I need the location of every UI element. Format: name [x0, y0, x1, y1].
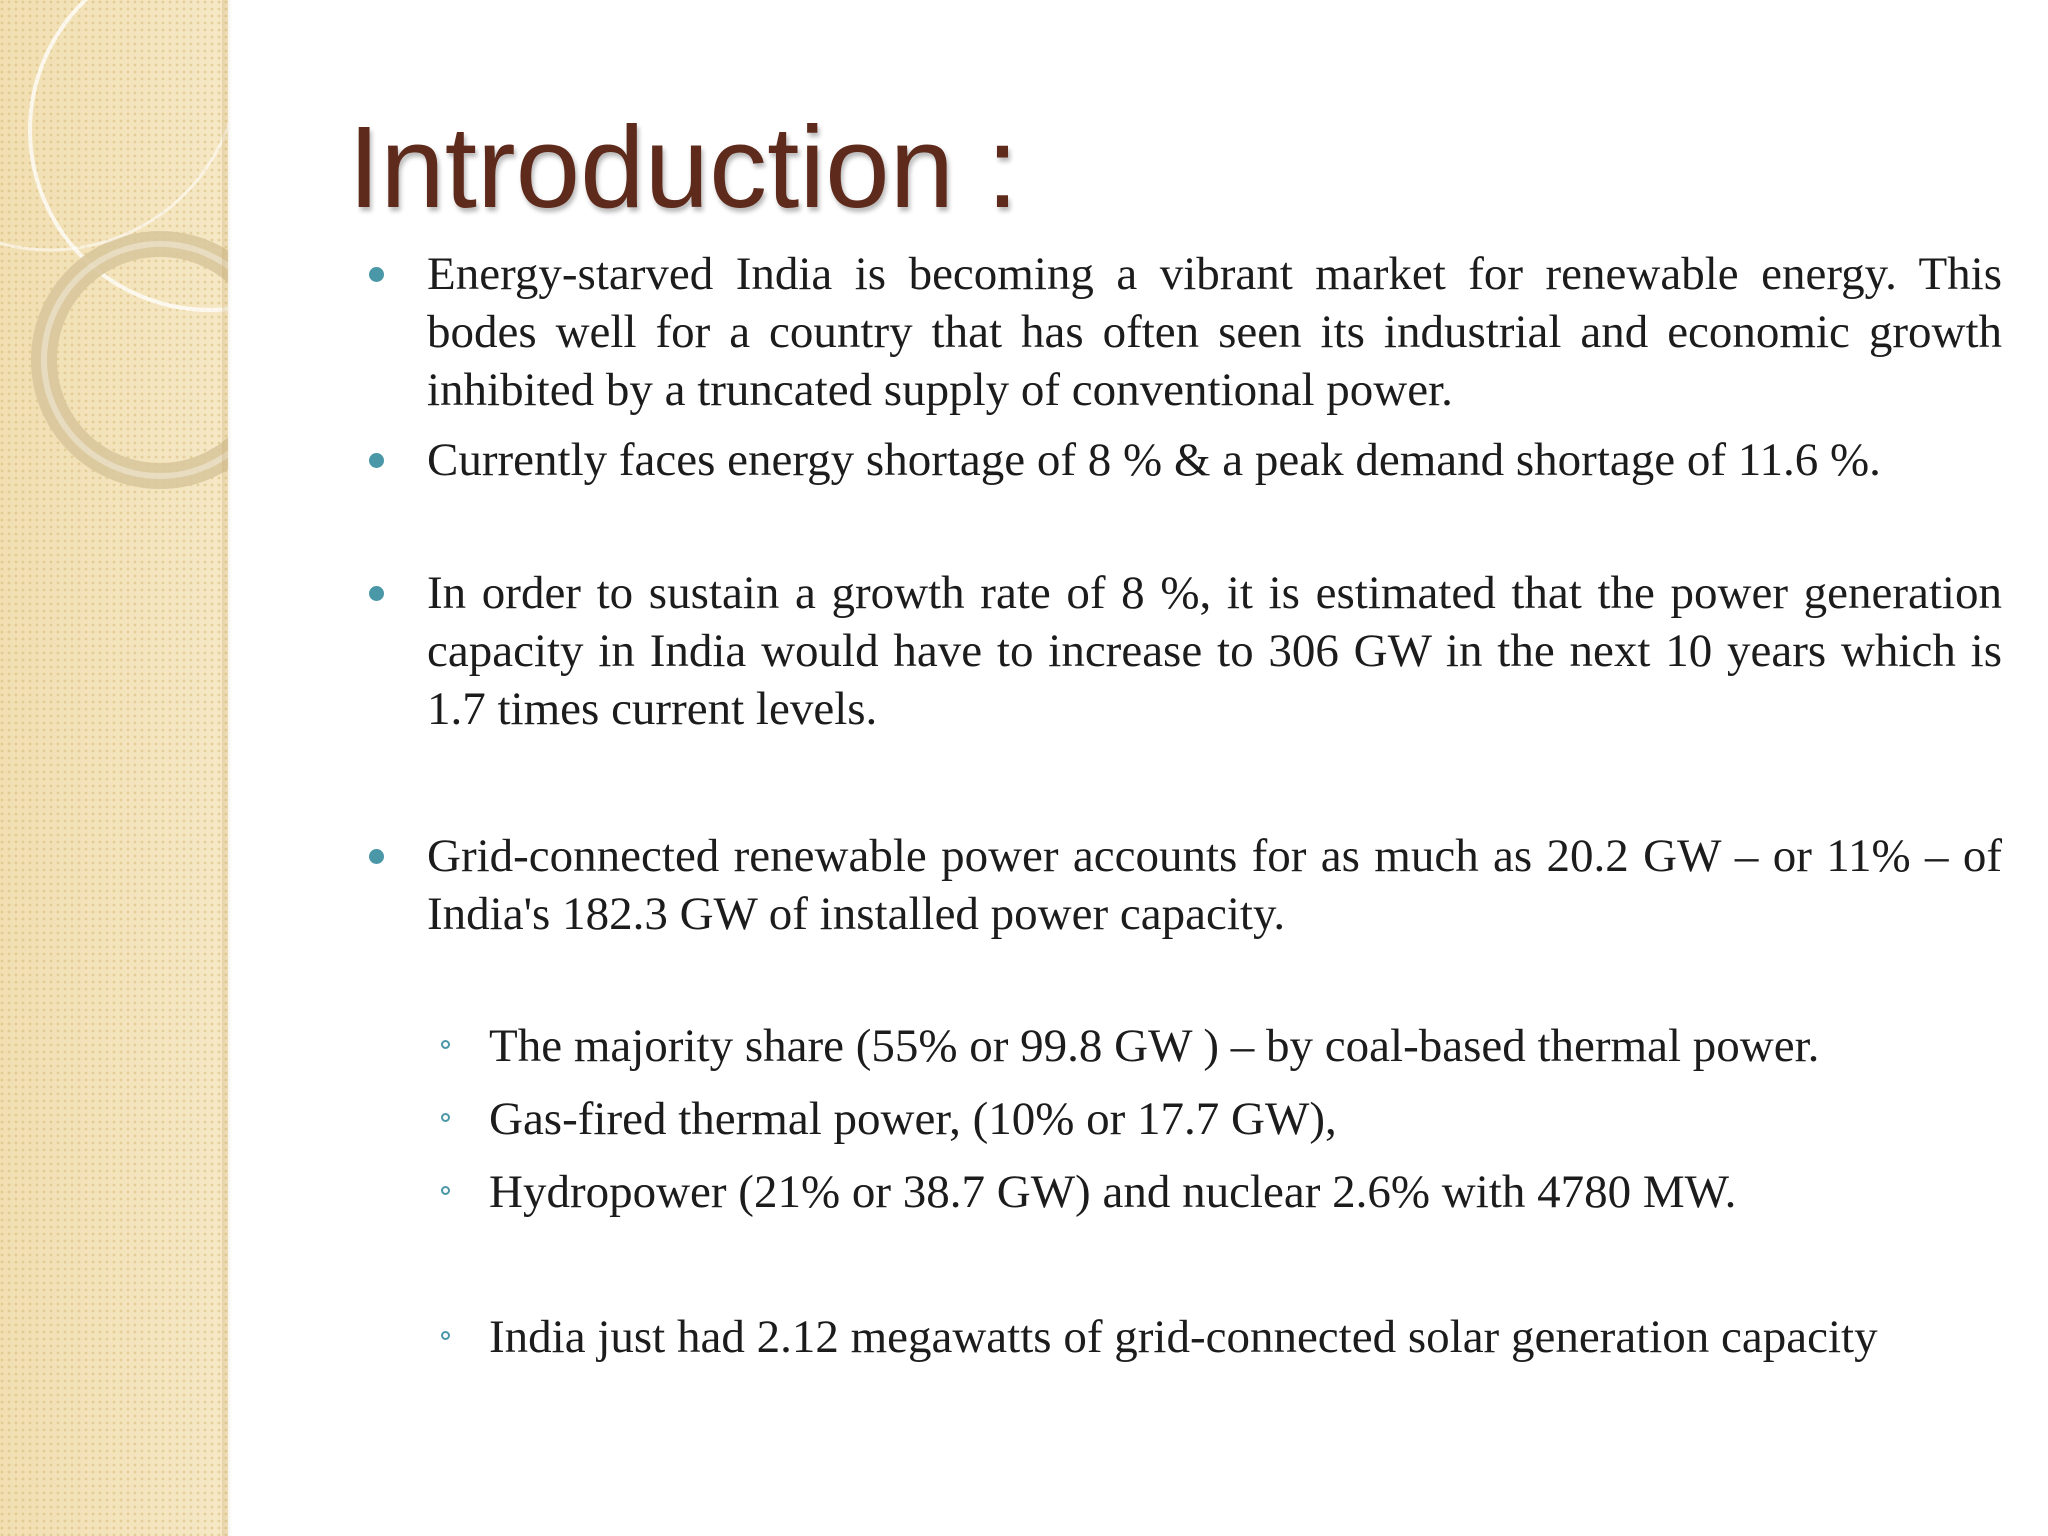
- bullet-text: Currently faces energy shortage of 8 % & a peak demand shortage of 11.6 %.: [427, 434, 1881, 486]
- bullet-dot-icon: [369, 586, 384, 601]
- sub-bullet-ring-icon: [441, 1113, 450, 1122]
- list-item: [427, 564, 2002, 738]
- bullet-text: Energy-starved India is becoming a vibrant market for renewable energy. This bodes well for a country that has often seen its industrial and economic growth inhibited by a truncated supply of conventional power.: [427, 248, 2002, 416]
- sub-bullet-text: The majority share (55% or 99.8 GW ) – by coal-based thermal power.: [489, 1020, 1820, 1072]
- slide-title: Introduction :: [348, 102, 1019, 232]
- sub-bullet-ring-icon: [441, 1331, 450, 1340]
- list-item: [427, 431, 2002, 489]
- bullet-dot-icon: [369, 453, 384, 468]
- bullet-text: Grid-connected renewable power accounts for as much as 20.2 GW – or 11% – of India's 182.3 GW of installed power capacity.: [427, 830, 2002, 940]
- list-item: [427, 827, 2002, 943]
- sub-bullet-ring-icon: [441, 1186, 450, 1195]
- list-item: [427, 245, 2002, 419]
- sub-bullet-text: India just had 2.12 megawatts of grid-connected solar generation capacity: [489, 1311, 1878, 1363]
- bullet-text: In order to sustain a growth rate of 8 %, it is estimated that the power generation capacity in India would have to increase to 306 GW in the next 10 years which is 1.7 times current levels.: [427, 567, 2002, 735]
- list-item: [489, 1090, 2002, 1148]
- bullet-dot-icon: [369, 849, 384, 864]
- list-item: [489, 1308, 2002, 1366]
- sub-bullet-text: Hydropower (21% or 38.7 GW) and nuclear 2.6% with 4780 MW.: [489, 1166, 1737, 1218]
- list-item: [489, 1163, 2002, 1221]
- bullet-dot-icon: [369, 267, 384, 282]
- sub-bullet-text: Gas-fired thermal power, (10% or 17.7 GW),: [489, 1093, 1337, 1145]
- sub-bullet-ring-icon: [441, 1040, 450, 1049]
- list-item: [489, 1017, 2002, 1075]
